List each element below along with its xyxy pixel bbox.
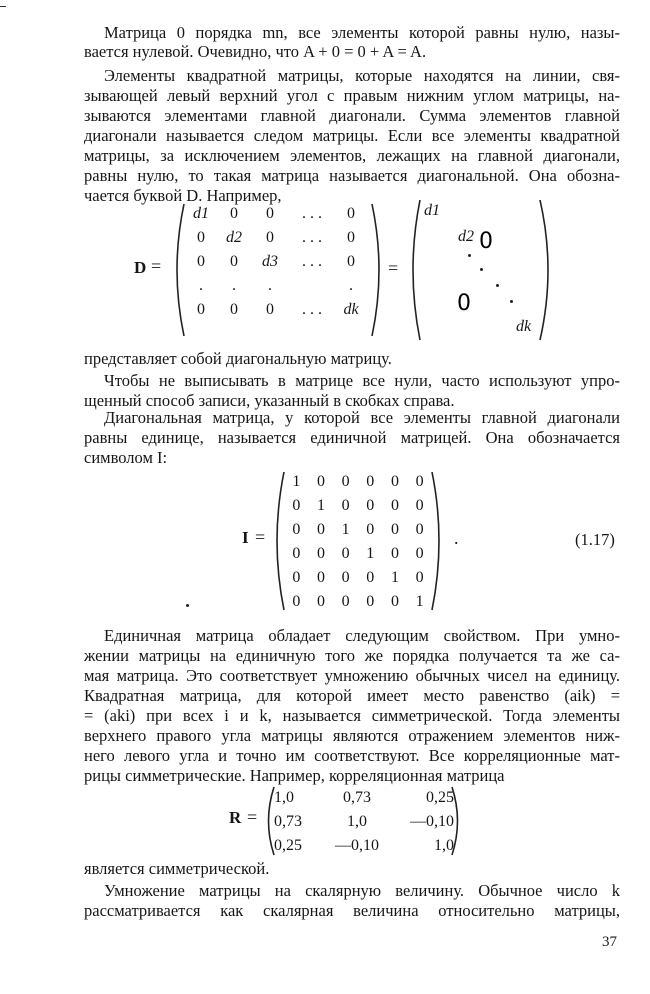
speck: [186, 604, 189, 607]
text-line: Матрица 0 порядка mn, все элементы которой равны нулю, назы-: [104, 23, 620, 42]
text-line: Умножение матрицы на скалярную величину. Обычное число k: [104, 881, 620, 900]
matrix-cell: 0: [341, 473, 350, 490]
matrix-r-label: R: [229, 808, 242, 827]
text-line: зывающей левый верхний угол с правым нижним углом матрицы, на-: [84, 86, 620, 105]
matrix-cell: .: [268, 277, 272, 294]
matrix-cell: . . .: [302, 301, 322, 318]
matrix-cell: 0: [341, 593, 350, 610]
matrix-cell: d3: [262, 253, 278, 270]
matrix-i: [284, 470, 432, 614]
matrix-cell: —0,10: [410, 813, 454, 830]
matrix-d: [186, 202, 366, 322]
matrix-cell: d1: [193, 205, 209, 222]
matrix-cell: 0: [415, 521, 424, 538]
matrix-cell: 0: [341, 545, 350, 562]
matrix-cell: 0: [266, 301, 274, 318]
text-line: = (aki) при всех i и k, называется симметрической. Тогда элементы: [84, 706, 620, 725]
text-line: него левого угла и точно им соответствуют. Все корреляционные мат-: [84, 746, 620, 765]
matrix-cell: 0: [347, 205, 355, 222]
matrix-cell: 0: [366, 473, 375, 490]
text-line: зываются элементами главной диагонали. Сумма элементов главной: [84, 106, 620, 125]
matrix-cell: .: [349, 277, 353, 294]
matrix-cell: 0: [230, 205, 238, 222]
matrix-d-label: D: [134, 258, 147, 277]
equals-sign: =: [247, 807, 258, 827]
matrix-cell: 0: [366, 593, 375, 610]
text-line: представляет собой диагональную матрицу.: [84, 349, 392, 368]
matrix-cell: —0,10: [335, 837, 379, 854]
diag-d2: d2: [458, 228, 474, 245]
matrix-cell: 1: [366, 545, 375, 562]
equation-number: (1.17): [575, 530, 615, 549]
matrix-cell: 0: [366, 569, 375, 586]
matrix-cell: 0: [292, 593, 301, 610]
text-line: матрицы, за исключением элементов, лежащих на главной диагонали,: [84, 146, 620, 165]
diag-dot: [480, 268, 483, 271]
matrix-cell: 0: [415, 497, 424, 514]
matrix-cell: 0: [316, 521, 325, 538]
matrix-cell: 0,25: [274, 837, 302, 854]
matrix-cell: 0,25: [426, 789, 454, 806]
matrix-i-label: I: [242, 528, 249, 547]
matrix-cell: 0: [316, 569, 325, 586]
matrix-cell: 0: [197, 253, 205, 270]
matrix-cell: 0: [197, 229, 205, 246]
text-line: жении матрицы на единичную того же порядка получается та же са-: [84, 646, 620, 665]
matrix-cell: 1: [390, 569, 399, 586]
matrix-cell: 0: [316, 593, 325, 610]
matrix-cell: [288, 274, 336, 298]
matrix-cell: 0: [415, 569, 424, 586]
matrix-cell: 1: [341, 521, 350, 538]
matrix-cell: 0: [230, 301, 238, 318]
matrix-cell: 1,0: [347, 813, 367, 830]
diag-dot: [468, 254, 471, 257]
matrix-cell: 0: [341, 497, 350, 514]
matrix-cell: 1: [316, 497, 325, 514]
matrix-cell: 0: [415, 545, 424, 562]
diag-dot: [510, 300, 513, 303]
matrix-cell: 1: [292, 473, 301, 490]
matrix-cell: 1: [415, 593, 424, 610]
matrix-cell: 1,0: [434, 837, 454, 854]
matrix-cell: 0: [390, 521, 399, 538]
matrix-cell: 0: [292, 569, 301, 586]
matrix-cell: 0: [415, 473, 424, 490]
matrix-cell: 0: [266, 205, 274, 222]
diag-dk: dk: [516, 318, 532, 335]
text-line: Элементы квадратной матрицы, которые находятся на линии, свя-: [104, 66, 620, 85]
text-line: Чтобы не выписывать в матрице все нули, часто используют упро-: [104, 371, 620, 390]
matrix-cell: 0: [341, 569, 350, 586]
zero-symbol: 0: [479, 229, 493, 254]
text-line: чается буквой D. Например,: [84, 186, 282, 205]
text-line: рассматривается как скалярная величина относительно матрицы,: [84, 901, 620, 920]
matrix-cell: 0,73: [343, 789, 371, 806]
zero-symbol: 0: [457, 291, 471, 316]
text-line: Единичная матрица обладает следующим свойством. При умно-: [104, 626, 620, 645]
matrix-cell: 0: [347, 229, 355, 246]
matrix-cell: dk: [343, 301, 359, 318]
matrix-cell: 0: [316, 545, 325, 562]
text-line: является симметрической.: [84, 859, 270, 878]
matrix-cell: .: [199, 277, 203, 294]
matrix-cell: 0: [390, 473, 399, 490]
matrix-cell: d2: [226, 229, 242, 246]
text-line: вается нулевой. Очевидно, что A + 0 = 0 + A = A.: [84, 42, 427, 61]
diag-d1: d1: [424, 202, 440, 219]
equation-period: .: [454, 528, 459, 548]
matrix-cell: 1,0: [274, 789, 294, 806]
matrix-cell: . . .: [302, 229, 322, 246]
text-line: равны единице, называется единичной матрицей. Она обозначается: [84, 428, 620, 447]
matrix-cell: . . .: [302, 253, 322, 270]
text-line: рицы симметрические. Например, корреляционная матрица: [84, 766, 505, 785]
diag-dot: [496, 284, 499, 287]
equals-sign: =: [151, 256, 162, 276]
matrix-cell: 0: [316, 473, 325, 490]
matrix-cell: 0: [197, 301, 205, 318]
text-line: Диагональная матрица, у которой все элементы главной диагонали: [104, 408, 620, 427]
matrix-cell: 0: [366, 497, 375, 514]
page-number: 37: [602, 934, 617, 950]
text-line: диагонали называется следом матрицы. Если все элементы квадратной: [84, 126, 620, 145]
text-line: равны нулю, то такая матрица называется диагональной. Она обозна-: [84, 166, 620, 185]
matrix-cell: 0: [292, 521, 301, 538]
text-line: символом I:: [84, 448, 168, 467]
equals-sign: =: [388, 258, 399, 278]
text-line: верхнего правого угла матрицы являются отражением элементов ниж-: [84, 726, 620, 745]
matrix-cell: 0: [230, 253, 238, 270]
matrix-r: [274, 786, 454, 858]
matrix-cell: 0: [266, 229, 274, 246]
text-line: щенный способ записи, указанный в скобках справа.: [84, 391, 455, 410]
text-line: Квадратная матрица, для которой имеет место равенство (aik) =: [84, 686, 620, 705]
matrix-cell: 0: [390, 593, 399, 610]
margin-mark: [0, 6, 6, 7]
matrix-cell: 0: [366, 521, 375, 538]
matrix-cell: 0: [390, 545, 399, 562]
matrix-cell: 0,73: [274, 813, 302, 830]
matrix-cell: 0: [347, 253, 355, 270]
matrix-cell: .: [232, 277, 236, 294]
equals-sign: =: [255, 527, 266, 547]
matrix-cell: 0: [390, 497, 399, 514]
matrix-cell: . . .: [302, 205, 322, 222]
text-line: мая матрица. Это соответствует умножению обычных чисел на единицу.: [84, 666, 620, 685]
matrix-cell: 0: [292, 497, 301, 514]
matrix-cell: 0: [292, 545, 301, 562]
